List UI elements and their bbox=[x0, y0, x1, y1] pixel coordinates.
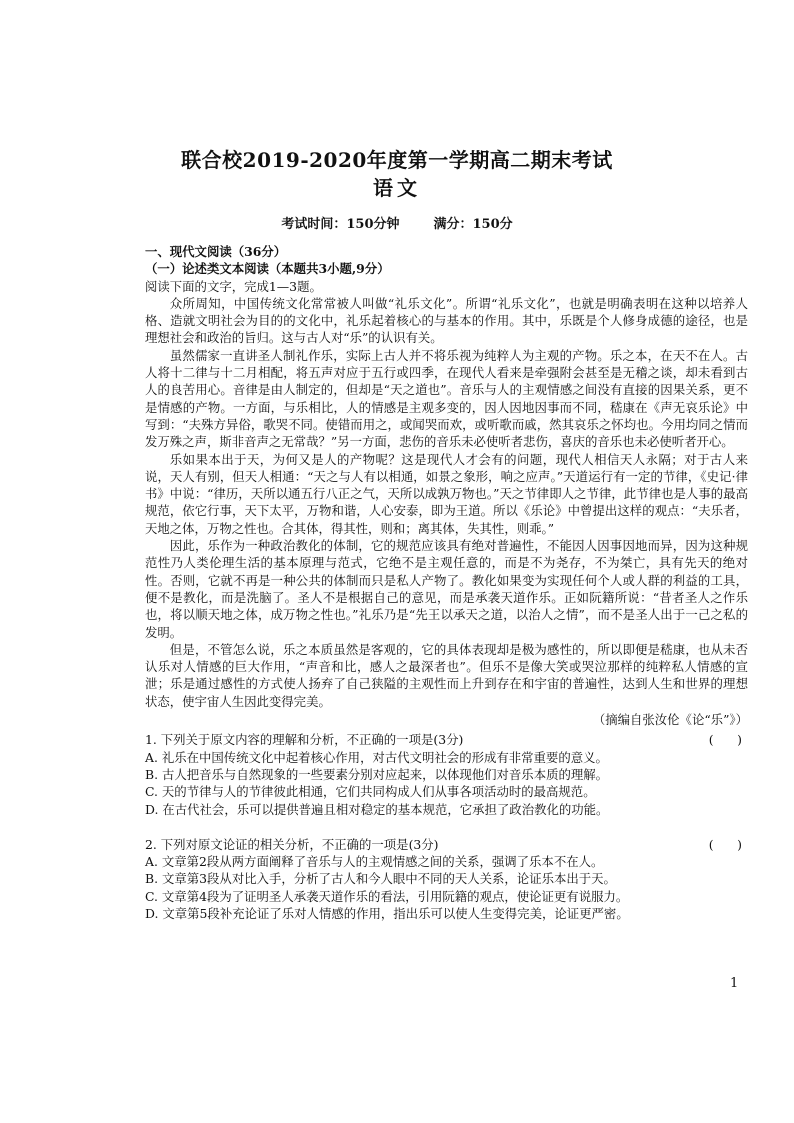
question-2-stem-line bbox=[145, 836, 748, 853]
section-heading: 一、现代文阅读（36分） bbox=[145, 244, 287, 259]
question-2-option-c: C. 文章第4段为了证明圣人承袭天道作乐的看法，引用阮籍的观点，使论证更有说服力。 bbox=[145, 888, 629, 904]
subject-title: 语文 bbox=[373, 176, 421, 200]
question-2-stem: 2. 下列对原文论证的相关分析，不正确的一项是(3分) bbox=[145, 836, 439, 852]
question-1-option-c: C. 天的节律与人的节律彼此相通，它们共同构成人们从事各项活动时的最高规范。 bbox=[145, 784, 596, 800]
exam-score: 满分：150分 bbox=[433, 217, 513, 232]
exam-time: 考试时间：150分钟 bbox=[281, 217, 400, 232]
exam-meta bbox=[0, 213, 794, 232]
question-2-option-d: D. 文章第5段补充论证了乐对人情感的作用，指出乐可以使人生变得完美，论证更严密。 bbox=[145, 905, 629, 921]
passage-source: （摘编自张汝伦《论“乐”》） bbox=[592, 712, 748, 728]
reading-instruction: 阅读下面的文字，完成1—3题。 bbox=[145, 278, 322, 294]
answer-blank[interactable]: ( ) bbox=[708, 836, 742, 852]
question-1-stem-line bbox=[145, 731, 748, 748]
question-2-option-a: A. 文章第2段从两方面阐释了音乐与人的主观情感之间的关系，强调了乐本不在人。 bbox=[145, 854, 604, 870]
question-1-option-d: D. 在古代社会，乐可以提供普遍且相对稳定的基本规范，它承担了政治教化的功能。 bbox=[145, 801, 609, 817]
exam-title: 联合校2019-2020年度第一学期高二期末考试 bbox=[181, 148, 613, 172]
passage-paragraph: 但是，不管怎么说，乐之本质虽然是客观的，它的具体表现却是极为感性的，所以即便是嵇康，也从未否认乐对人情感的巨大作用，“声音和比，感人之最深者也”。但乐不是像大笑或哭泣那样的纯粹私人情感的宣泄；乐是通过感性的方式使人扬弃了自己狭隘的主观性而上升到存在和宇宙的普遍性，达到人生和世界的理想状态，使宇宙人生因此变得完美。 bbox=[145, 641, 748, 709]
question-1-option-a: A. 礼乐在中国传统文化中起着核心作用，对古代文明社会的形成有非常重要的意义。 bbox=[145, 749, 608, 765]
passage-paragraph: 因此，乐作为一种政治教化的体制，它的规范应该具有绝对普遍性，不能因人因事因地而异，因为这种规范性乃人类伦理生活的基本原理与范式，它绝不是主观任意的，而是不为尧存，不为桀亡，具有先天的绝对性。否则，它就不再是一种公共的体制而只是私人产物了。教化如果变为实现任何个人或人群的利益的工具，便不是教化，而是洗脑了。圣人不是根据自己的意见，而是承袭天道作乐。正如阮籍所说：“昔者圣人之作乐也，将以顺天地之体，成万物之性也。”礼乐乃是“先王以承天之道，以治人之情”，而不是圣人出于一己之私的发明。 bbox=[145, 538, 748, 640]
question-1-option-b: B. 古人把音乐与自然现象的一些要素分别对应起来，以体现他们对音乐本质的理解。 bbox=[145, 766, 609, 782]
passage-paragraph: 虽然儒家一直讲圣人制礼作乐，实际上古人并不将乐视为纯粹人为主观的产物。乐之本，在天不在人。古人将十二律与十二月相配，将五声对应于五行或四季，在现代人看来是牵强附会甚至是无稽之谈，却未看到古人的良苦用心。音律是由人制定的，但却是“天之道也”。音乐与人的主观情感之间没有直接的因果关系，更不是情感的产物。一方面，与乐相比，人的情感是主观多变的，因人因地因事而不同，嵇康在《声无哀乐论》中写到：“夫殊方异俗，歌哭不同。使错而用之，或闻哭而欢，或听歌而戚，然其哀乐之怀均也。今用均同之情而发万殊之声，斯非音声之无常哉？”另一方面，悲伤的音乐未必使听者悲伤，喜庆的音乐也未必使听者开心。 bbox=[145, 347, 748, 450]
question-2-option-b: B. 文章第3段从对比入手，分析了古人和今人眼中不同的天人关系，论证乐本出于天。 bbox=[145, 871, 616, 887]
exam-content bbox=[145, 243, 748, 922]
passage-paragraph: 乐如果本出于天，为何又是人的产物呢？这是现代人才会有的问题，现代人相信天人永隔；对于古人来说，天人有别，但天人相通：“天之与人有以相通，如景之象形，响之应声。”天道运行有一定的节律，《史记·律书》中说：“律历，天所以通五行八正之气，天所以成孰万物也。”天之节律即人之节律，此节律也是人事的最高规范，依它行事，天下太平，万物和谐，人心安泰，即为王道。所以《乐论》中曾提出这样的观点：“夫乐者，天地之体，万物之性也。合其体，得其性，则和；离其体，失其性，则乖。” bbox=[145, 451, 748, 536]
passage-paragraph: 众所周知，中国传统文化常常被人叫做“礼乐文化”。所谓“礼乐文化”，也就是明确表明在这种以培养人格、造就文明社会为目的的文化中，礼乐起着核心的与基本的作用。其中，乐既是个人修身成德的途径，也是理想社会和政治的旨归。这与古人对“乐”的认识有关。 bbox=[145, 295, 748, 346]
question-1-stem: 1. 下列关于原文内容的理解和分析，不正确的一项是(3分) bbox=[145, 732, 464, 748]
sub-section-heading: （一）论述类文本阅读（本题共3小题,9分） bbox=[145, 261, 390, 277]
answer-blank[interactable]: ( ) bbox=[708, 732, 742, 748]
page-number: 1 bbox=[730, 976, 739, 991]
